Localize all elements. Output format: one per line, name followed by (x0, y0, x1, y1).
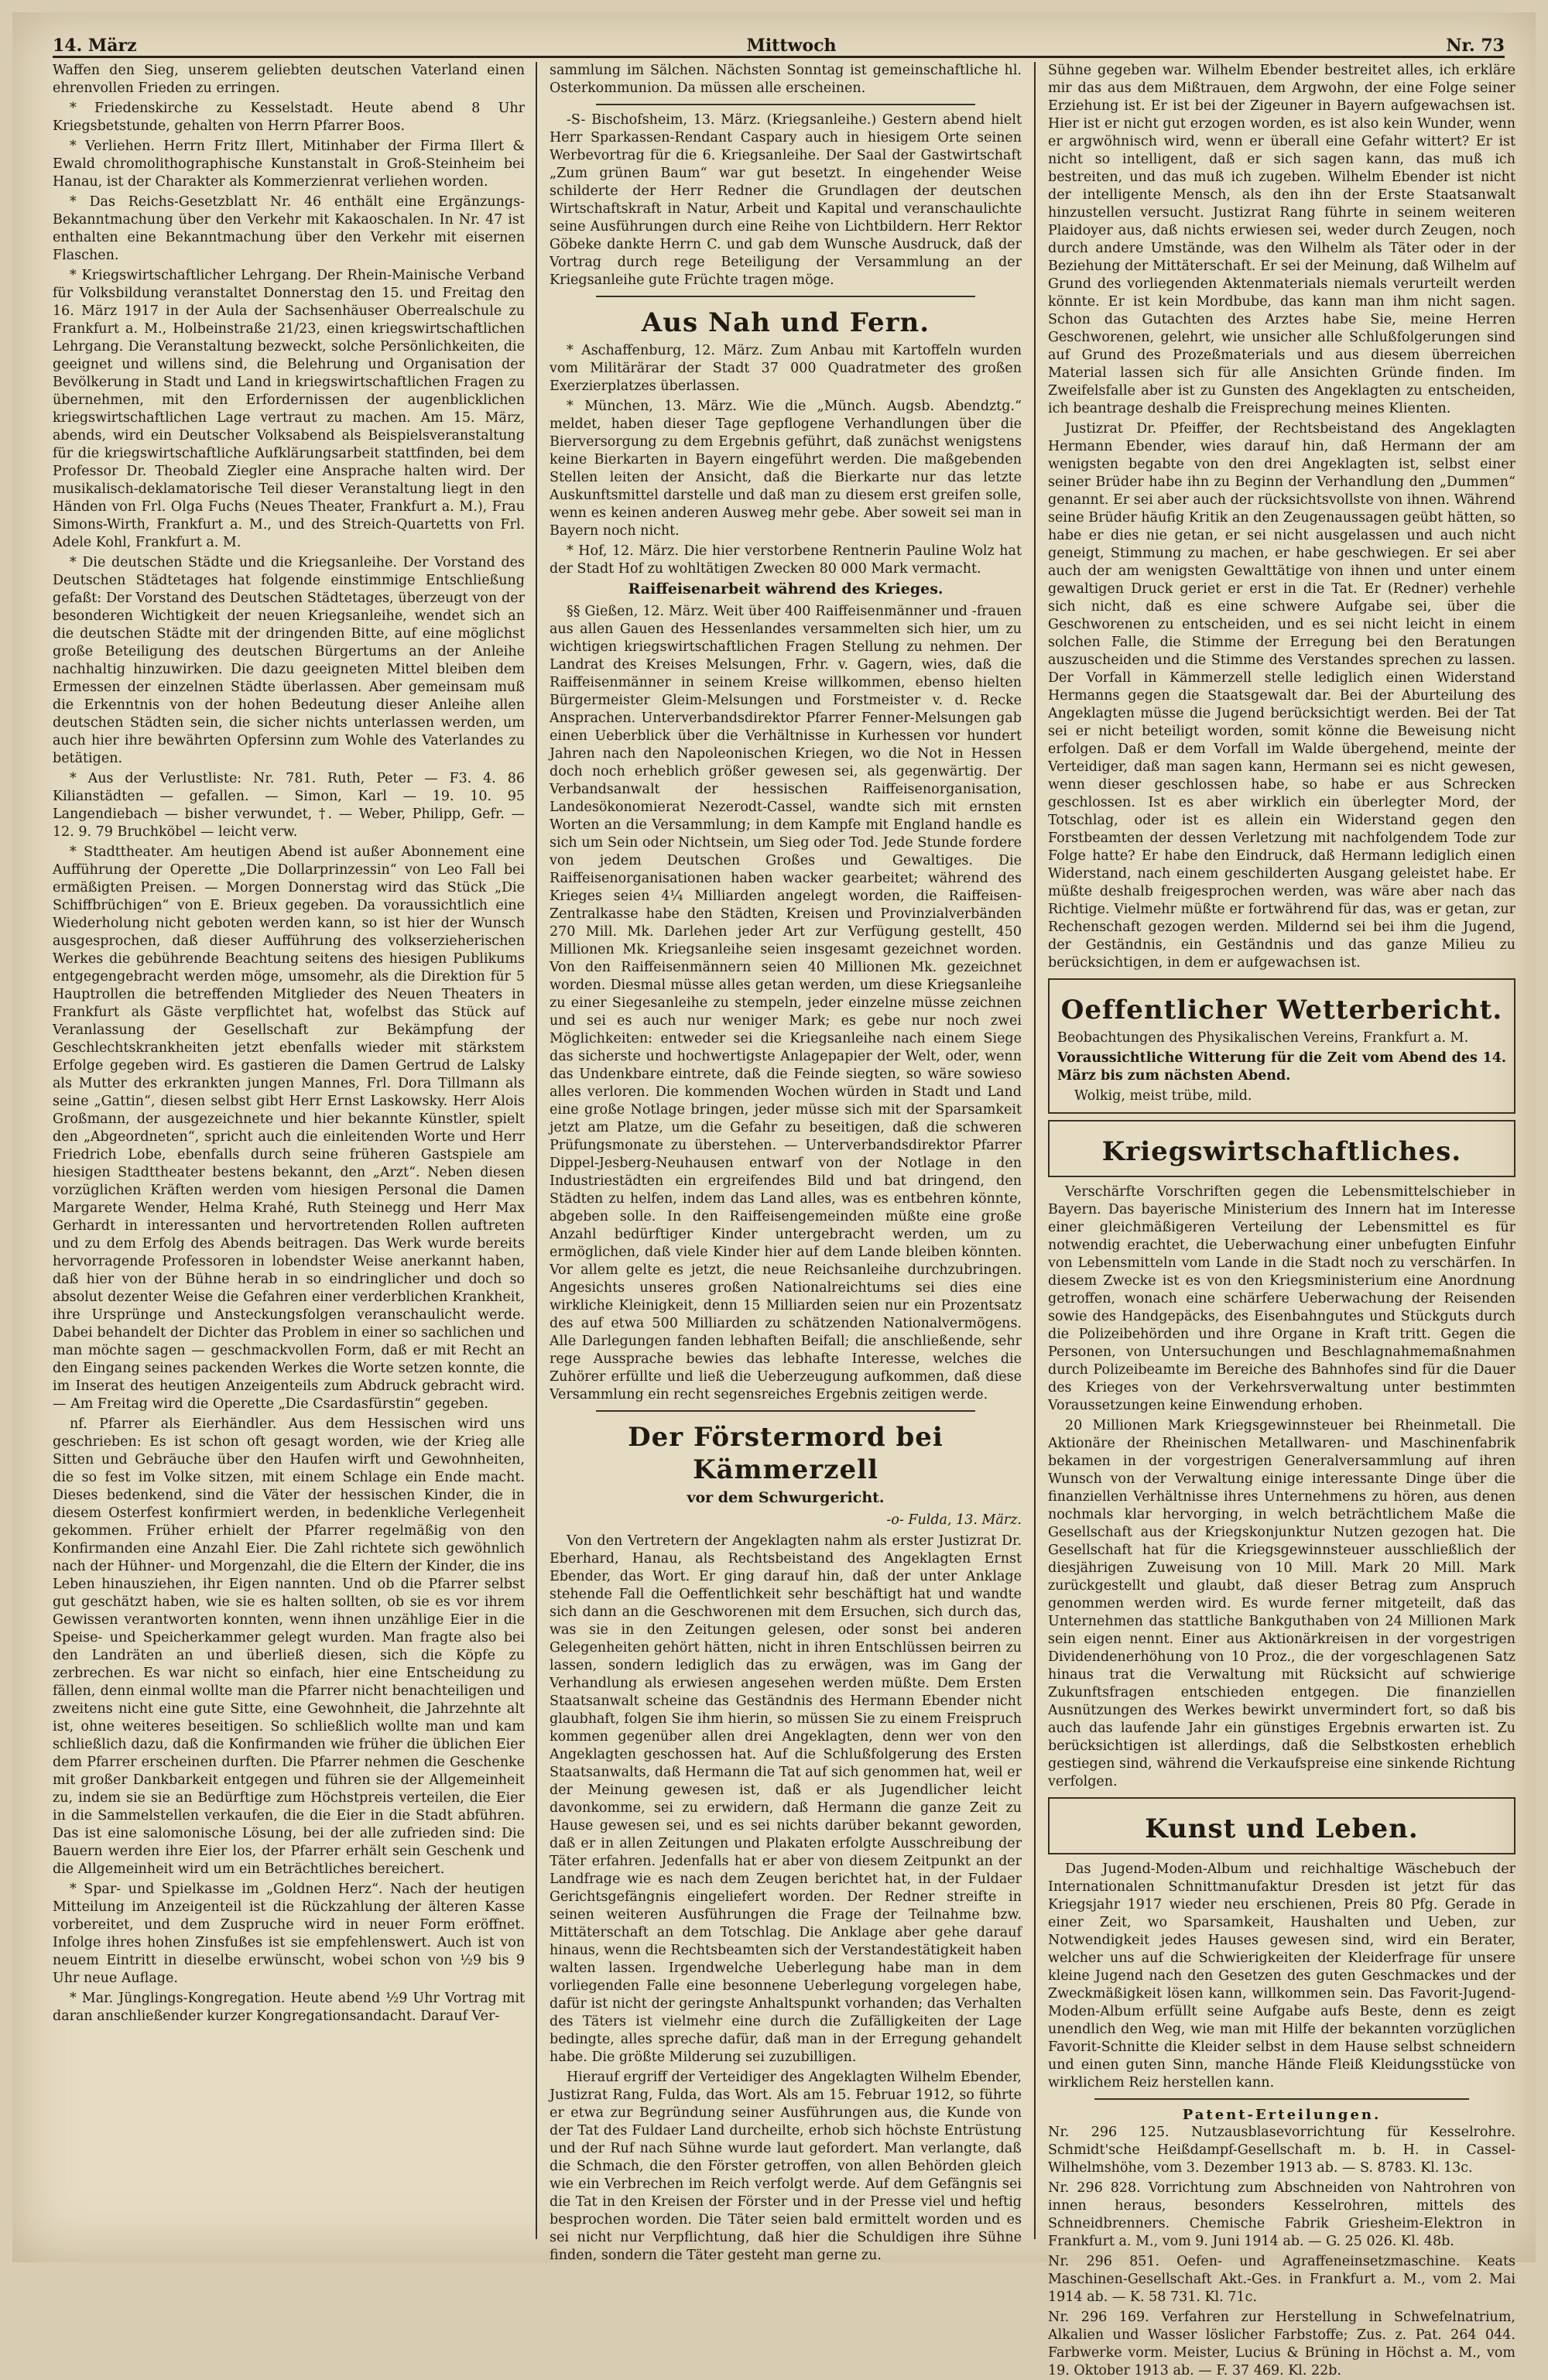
section-divider (1094, 2098, 1469, 2100)
article-paragraph: Justizrat Dr. Pfeiffer, der Rechtsbeistand des Angeklagten Hermann Ebender, wies darauf hin, daß Hermann der am wenigsten begabte von den drei Angeklagten ist, selbst einer seiner Brüder habe ihn zu Beginn der Verhandlung den „Dummen“ genannt. Er sei aber auch der rücksichtsvollste von ihnen. Während seine Brüder häufig Kritik an den Zeugenaussagen geübt hätten, so habe er dies nie getan, er sei nicht ausgelassen und auch nicht geneigt, Stimmung zu machen, er habe geschwiegen. Er sei aber auch der am wenigsten Gewalttätige von ihnen und unter einem gewaltigen Druck geriet er erst in die Tat. Er (Redner) verhehle sich nicht, daß es eine schwere Aufgabe sei, über die Geschworenen zu entscheiden, und es sei nicht leicht in einem solchen Falle, die Stimme der Erregung bei den Beratungen auszuscheiden und die Stimme des Verstandes sprechen zu lassen. Der Vorfall in Kämmerzell stelle lediglich einen Widerstand Hermanns gegen die Staatsgewalt dar. Bei der Aburteilung des Angeklagten müsse die Jugend berücksichtigt werden. Bei der Tat sei er nicht beteiligt worden, somit könne die Beweisung nicht erfolgen. Daß er dem Vorfall im Walde übergehend, meinte der Verteidiger, daß man sagen kann, Hermann sei es nicht gewesen, wenn dieser geschlossen habe, so habe er aus Schrecken geschlossen. Ist es aber wirklich ein überlegter Mord, der Totschlag, oder ist es allein ein Widerstand gegen den Forstbeamten der dessen Verletzung mit nachfolgendem Tode zur Folge hatte? Er habe den Eindruck, daß Hermann lediglich einen Widerstand, nach einem geschilderten Ausgang geleistet habe. Er müßte deshalb freigesprochen werden, was wäre aber nach das Richtige. Vielmehr müßte er fortwährend für das, was er getan, zur Rechenschaft gezogen werden. Mildernd sei bei ihm die Jugend, der Geständnis, ein Geständnis und das ganze Milieu zu berücksichtigen, in dem er aufgewachsen ist. (1048, 421, 1515, 971)
article-paragraph: sammlung im Sälchen. Nächsten Sonntag ist gemeinschaftliche hl. Osterkommunion. Da müssen alle erscheinen. (550, 63, 1022, 96)
article-paragraph: §§ Gießen, 12. März. Weit über 400 Raiffeisenmänner und -frauen aus allen Gauen des Hessenlandes versammelten sich hier, um zu wichtigen kriegswirtschaftlichen Fragen Stellung zu nehmen. Der Landrat des Kreises Melsungen, Frhr. v. Gagern, wies, daß die Raiffeisenmänner in seinem Kreise willkommen, ebenso hielten Bürgermeister Gleim-Melsungen und Forstmeister v. d. Recke Ansprachen. Unterverbandsdirektor Pfarrer Fenner-Melsungen gab einen Ueberblick über die Verhältnisse in Kurhessen vor hundert Jahren nach den Napoleonischen Kriegen, wo die Not in Hessen doch noch erheblich größer gewesen sei, als gegenwärtig. Der Verbandsanwalt der hessischen Raiffeisenorganisation, Landesökonomierat Nezerodt-Cassel, wandte sich mit ernsten Worten an die Versammlung; in dem Kampfe mit England handle es sich um Sein oder Nichtsein, um Sieg oder Tod. Jede Stunde fordere von jedem Deutschen Großes und Gewaltiges. Die Raiffeisenorganisationen haben wacker gearbeitet; während des Krieges seien 4¼ Milliarden angelegt worden, die Raiffeisen-Zentralkasse habe den Städten, Kreisen und Provinzialverbänden 270 Mill. Mk. Darlehen jeder Art zur Verfügung gestellt, 450 Millionen Mk. Kriegsanleihe seien insgesamt gezeichnet worden. Von den Raiffeisenmännern seien 40 Millionen Mk. gezeichnet worden. Diesmal müsse alles getan werden, um diese Kriegsanleihe zu einer Siegesanleihe zu stempeln, jeder einzelne müsse zeichnen und sei es auch nur weniger Mark; es gebe nur noch zwei Möglichkeiten: entweder sei die Kriegsanleihe nach einem Siege das sicherste und hochwertigste Anlagepapier der Welt, oder, wenn das Undenkbare eintrete, daß die Feinde siegten, so wäre sowieso alles verloren. Die kommenden Wochen würden in Stadt und Land eine große Notlage bringen, jeder müsse sich mit der Sparsamkeit jetzt am Platze, um die Gefahr zu beseitigen, daß die schweren Prüfungsmonate zu überstehen. — Unterverbandsdirektor Pfarrer Dippel-Jesberg-Neuhausen entwarf von der Notlage in den Industriestädten ein ergreifendes Bild und bat dringend, den Städten zu helfen, indem das Land alles, was es entbehren könnte, abgeben solle. In den Raiffeisengemeinden müßte eine große Anzahl bedürftiger Kinder untergebracht werden, um zu ermöglichen, daß viele Kinder hier auf dem Lande bleiben könnten. Vor allem gelte es jetzt, die neue Reichsanleihe durchzubringen. Angesichts unseres großen Nationalreichtums sei dies eine wirkliche Kleinigkeit, denn 15 Milliarden seien nur ein Prozentsatz des auf etwa 500 Milliarden zu schätzenden Nationalvermögens. Alle Darlegungen fanden lebhaften Beifall; die anschließende, sehr rege Aussprache bewies das lebhafte Interesse, welches die Zuhörer erfüllte und ließ die Ueberzeugung aufkommen, daß diese Versammlung ein recht segensreiches Ergebnis zeitigen werde. (550, 604, 1022, 1402)
section-divider (596, 1410, 975, 1412)
weather-forecast: Wolkig, meist trübe, mild. (1074, 1088, 1252, 1104)
article-paragraph: * München, 13. März. Wie die „Münch. Augsb. Abendztg.“ meldet, haben dieser Tage gepflogene Verhandlungen über die Bierversorgung zu dem Ergebnis geführt, daß zunächst wenigstens keine Bierkarten in Bayern eingeführt werden. Die maßgebenden Stellen leiten der Ansicht, daß die Bierkarte nur das letzte Auskunftsmittel darstelle und daß man zu diesem erst greifen solle, wenn es keinen anderen Ausweg mehr gebe. Aber soweit sei man in Bayern noch nicht. (550, 399, 1022, 539)
article-paragraph: Waffen den Sieg, unserem geliebten deutschen Vaterland einen ehrenvollen Frieden zu erringen. (53, 63, 525, 96)
section-heading: Der Förstermord bei Kämmerzell (628, 1422, 944, 1485)
patent-entry: Nr. 296 828. Vorrichtung zum Abschneiden von Nahtrohren von innen heraus, besonders Kesselrohren, mittels des Schneidbrenners. Chemische Fabrik Griesheim-Elektron in Frankfurt a. M., vom 9. Juni 1914 ab. — G. 25 026. Kl. 48b. (1048, 2180, 1515, 2249)
article-paragraph: Sühne gegeben war. Wilhelm Ebender bestreitet alles, ich erkläre mir das aus dem Mißtrauen, dem Argwohn, der eine Folge seiner Erziehung ist. Er ist bei der Zigeuner in Bayern aufgewachsen ist. Hier ist er nicht gut erzogen worden, es ist also kein Wunder, wenn er argwöhnisch wird, wenn er überall eine Gefahr wittert? Er ist nicht so intelligent, daß er sich sagen kann, das muß ich bestreiten, und das muß ich zugeben. Wilhelm Ebender ist nicht der intelligente Mensch, als den ihn der Erste Staatsanwalt hinzustellen versucht. Justizrat Rang führte in seinem weiteren Plaidoyer aus, daß nichts erwiesen sei, weder durch Zeugen, noch durch andere Umstände, was den Wilhelm als Täter oder in der Beziehung der Mittäterschaft. Er sei der Meinung, daß Wilhelm auf Grund des vorliegenden Aktenmaterials niemals verurteilt werden könnte. Er ist kein Mordbube, das kann man ihm nicht sagen. Schon das Gutachten des Arztes habe Sie, meine Herren Geschworenen, gelehrt, wie unsicher alle Schlußfolgerungen sind auf Grund des Prozeßmaterials und aus diesem überreichen Material lassen sich für alle Ansichten Gründe finden. Im Zweifelsfalle aber ist zu Gunsten des Angeklagten zu entscheiden, ich beantrage deshalb die Freisprechung meines Klienten. (1048, 63, 1515, 416)
patent-entry: Nr. 296 169. Verfahren zur Herstellung in Schwefelnatrium, Alkalien und Wasser löslicher Farbstoffe; Zus. z. Pat. 264 044. Farbwerke vorm. Meister, Lucius & Brüning in Höchst a. M., vom 19. Oktober 1913 ab. — F. 37 469. Kl. 22b. (1048, 2310, 1515, 2378)
section-heading: Oeffentlicher Wetterbericht. (1060, 995, 1503, 1026)
section-heading: Aus Nah und Fern. (641, 307, 930, 338)
weather-forecast-period: Voraussichtliche Witterung für die Zeit vom Abend des 14. März bis zum nächsten Abend. (1057, 1050, 1506, 1084)
section-divider (596, 104, 975, 105)
patents-heading: Patent-Erteilungen. (1182, 2107, 1382, 2123)
column-middle (550, 62, 1022, 2263)
article-paragraph: * Mar. Jünglings-Kongregation. Heute abend ½9 Uhr Vortrag mit daran anschließender kurzer Kongregationsandacht. Darauf Ver- (53, 1991, 525, 2024)
article-paragraph: * Verliehen. Herrn Fritz Illert, Mitinhaber der Firma Illert & Ewald chromolithographische Kunstanstalt in Groß-Steinheim bei Hanau, ist der Charakter als Kommerzienrat verliehen worden. (53, 139, 525, 190)
article-subheading: Raiffeisenarbeit während des Krieges. (628, 580, 944, 598)
running-header (53, 29, 1505, 58)
section-heading: Kunst und Leben. (1145, 1813, 1419, 1844)
article-dateline: -o- Fulda, 13. März. (886, 1512, 1022, 1528)
column-rule (536, 62, 537, 2239)
patent-entry: Nr. 296 125. Nutzausblasevorrichtung für Kesselrohre. Schmidt'sche Heißdampf-Gesellschaft m. b. H. in Cassel-Wilhelmshöhe, vom 3. Dezember 1913 ab. — S. 8783. Kl. 13c. (1048, 2125, 1515, 2176)
article-paragraph: * Das Reichs-Gesetzblatt Nr. 46 enthält eine Ergänzungs-Bekanntmachung über den Verkehr mit Kakaoschalen. In Nr. 47 ist enthalten eine Bekanntmachung über den Verkehr mit eisernen Flaschen. (53, 194, 525, 263)
column-right (1048, 62, 1515, 2378)
article-paragraph: * Friedenskirche zu Kesselstadt. Heute abend 8 Uhr Kriegsbetstunde, gehalten von Herrn Pfarrer Boos. (53, 101, 525, 134)
article-paragraph: * Stadttheater. Am heutigen Abend ist außer Abonnement eine Aufführung der Operette „Die Dollarprinzessin“ von Leo Fall bei ermäßigten Preisen. — Morgen Donnerstag wird das Stück „Die Schiffbrüchigen“ von E. Brieux gegeben. Da voraussichtlich eine Wiederholung nicht geboten werden kann, so ist hier der Wunsch ausgesprochen, daß dieser Aufführung des volkserzieherischen Werkes die gebührende Beachtung seitens des hiesigen Publikums entgegengebracht werden möge, umsomehr, als die Direktion für 5 Hauptrollen die betreffenden Mitglieder des Neuen Theaters in Frankfurt als Gäste verpflichtet hat, wofelbst das Stück auf Veranlassung der Gesellschaft zur Bekämpfung der Geschlechtskrankheiten jetzt ebenfalls wieder mit stärkstem Erfolge gegeben wird. Es gastieren die Damen Gertrud de Lalsky als Mutter des erkrankten jungen Mannes, Frl. Dora Tillmann als seine „Gattin“, diesen selbst gibt Herr Ernst Laskowsky. Herr Alois Großmann, der ausgezeichnete und hier bekannte Künstler, spielt den „Abgeordneten“, spricht auch die einleitenden Worte und Herr Friedrich Lobe, ebenfalls durch seine früheren Gastspiele am hiesigen Stadttheater bestens bekannt, den „Arzt“. Neben diesen vorzüglichen Kräften werden vom hiesigen Personal die Damen Margarete Wender, Helma Krahé, Ruth Steinegg und Herr Max Gerhardt in interessanten und hervortretenden Rollen auftreten und zu dem Erfolg des Abends beitragen. Das Werk wurde bereits hervorragende Professoren in lobendster Weise anerkannt haben, daß hier von der Bühne herab in so eindringlicher und doch so absolut dezenter Weise die Gefahren einer verderblichen Krankheit, ihre Ursprünge und Ansteckungsfolgen veranschaulicht werde. Dabei behandelt der Dichter das Problem in einer so sachlichen und man möchte sagen — geschmackvollen Form, daß er mit Recht an den Eingang seines packenden Werkes die Worte setzen konnte, die im Inserat des heutigen Anzeigenteils zum Abdruck gebracht wird. — Am Freitag wird die Operette „Die Csardasfürstin“ gegeben. (53, 844, 525, 1412)
section-heading: Kriegswirtschaftliches. (1101, 1136, 1462, 1167)
article-paragraph: nf. Pfarrer als Eierhändler. Aus dem Hessischen wird uns geschrieben: Es ist schon oft gesagt worden, wie der Krieg alle Sitten und Gebräuche über den Haufen wirft und Gewohnheiten, die so fest im Volke sitzen, mit einem Schlage ein Ende macht. Dieses bedenkend, sind die Väter der hessischen Kinder, die in diesem Osterfest konfirmiert werden, in bedenkliche Verlegenheit gekommen. Früher erhielt der Pfarrer regelmäßig von den Konfirmanden eine Anzahl Eier. Die Zahl richtete sich gewöhnlich nach der Hühner- und Morgenzahl, die die Eltern der Kinder, die ins Leben hinausziehen, ihr Eigen nannten. Und ob die Pfarrer selbst gut geschätzt haben, wie sie es halten sollten, ob sie es vor ihrem Gewissen verantworten konnten, wenn ihnen unzählige Eier in die Speise- und Speicherkammer gelegt wurden. Man fragte also bei den Landräten an und überließ diesen, sich die Köpfe zu zerbrechen. Es war nicht so einfach, hier eine Entscheidung zu fällen, denn einmal wollte man die Pfarrer nicht benachteiligen und zweitens nicht eine gute Sitte, eine Gewohnheit, die Jahrzehnte alt ist, ohne weiteres beseitigen. So schließlich wollte man und kam schließlich dazu, daß die Konfirmanden wie früher die üblichen Eier dem Pfarrer erscheinen durften. Die Pfarrer nehmen die Geschenke mit großer Dankbarkeit entgegen und führen sie der Allgemeinheit zu, indem sie sie an Bedürftige zum Höchstpreis verteilen, die Eier in die Sammelstellen verkaufen, die die Eier in die Stadt abführen. Das ist eine salomonische Lösung, bei der alle zufrieden sind: Die Bauern werden ihre Eier los, der Pfarrer erhält sein Geschenk und die Allgemeinheit wird um ein Beträchtliches bereichert. (53, 1416, 525, 1877)
column-left (53, 62, 525, 2239)
article-paragraph: 20 Millionen Mark Kriegsgewinnsteuer bei Rheinmetall. Die Aktionäre der Rheinischen Metallwaren- und Maschinenfabrik bekamen in der vorgestrigen Generalversammlung auf ihren Wunsch von der Verwaltung einige interessante Dinge über die finanziellen Verhältnisse ihres Unternehmens zu hören, aus denen nochmals klar hervorging, in welch beträchtlichem Maße die Gesellschaft aus der Kriegskonjunktur Nutzen gezogen hat. Die Gesellschaft hat für die Kriegsgewinnsteuer ausschließlich der diesjährigen Zuweisung von 10 Mill. Mark 20 Mill. Mark zurückgestellt und glaubt, daß dieser Betrag zum Anspruch genommen werden wird. Es wurde ferner mitgeteilt, daß das Unternehmen das stattliche Bankguthaben von 24 Millionen Mark sein eigen nennt. Einer aus Aktionärkreisen in der vorgestrigen Dividendenerhöhung von 10 Proz., die der vorgeschlagenen Satz hinaus trat die Verwaltung mit Rücksicht auf schwierige Zukunftsfragen entschieden entgegen. Die finanziellen Ausnützungen des Werkes bewirkt unvermindert fort, so daß bis auch das laufende Jahr ein günstiges Ergebnis erwarten ist. Zu berücksichtigen ist allerdings, daß die Selbstkosten erheblich gestiegen sind, während die Verkaufspreise eine sinkende Richtung verfolgen. (1048, 1418, 1515, 1789)
column-rule (1034, 62, 1036, 2239)
article-paragraph: -S- Bischofsheim, 13. März. (Kriegsanleihe.) Gestern abend hielt Herr Sparkassen-Rendant Caspary auch in hiesigem Orte seinen Werbevortrag für die 6. Kriegsanleihe. Der Saal der Gastwirtschaft „Zum grünen Baum“ war gut besetzt. In eingehender Weise schilderte der Herr Redner die Grundlagen der deutschen Wirtschaftskraft in Natur, Arbeit und Kapital und veranschaulichte seine Ausführungen durch eine Reihe von Lichtbildern. Herr Rektor Göbeke dankte Herrn C. und gab dem Wunsche Ausdruck, daß der Vortrag durch rege Beteiligung der Versammlung an der Kriegsanleihe gute Früchte tragen möge. (550, 112, 1022, 288)
header-date: 14. März (53, 36, 137, 56)
article-paragraph: * Kriegswirtschaftlicher Lehrgang. Der Rhein-Mainische Verband für Volksbildung veranstaltet Donnerstag den 15. und Freitag den 16. März 1917 in der Aula der Sachsenhäuser Oberrealschule zu Frankfurt a. M., Holbeinstraße 21/23, einen kriegswirtschaftlichen Lehrgang. Die Veranstaltung bezweckt, solche Persönlichkeiten, die geeignet und willens sind, die Belehrung und Organisation der Bevölkerung in Stadt und Land in kriegswirtschaftlichen Fragen zu übernehmen, mit den Erfordernissen der augenblicklichen kriegswirtschaftlichen Lage vertraut zu machen. Am 15. März, abends, wird ein Deutscher Volksabend als Beispielsveranstaltung für die kriegswirtschaftliche Aufklärungsarbeit stattfinden, bei dem Professor Dr. Theobald Ziegler eine Ansprache halten wird. Der musikalisch-deklamatorische Teil dieser Veranstaltung liegt in den Händen von Frl. Olga Fuchs (Neues Theater, Frankfurt a. M.), Frau Simons-Wirth, Frankfurt a. M., und des Streich-Quartetts von Frl. Adele Kohl, Frankfurt a. M. (53, 268, 525, 550)
article-paragraph: * Die deutschen Städte und die Kriegsanleihe. Der Vorstand des Deutschen Städtetages hat folgende einstimmige Entschließung gefaßt: Der Vorstand des Deutschen Städtetages, überzeugt von der besonderen Wichtigkeit der neuen Kriegsanleihe, wendet sich an die deutschen Städte mit der dringenden Bitte, auf eine möglichst große Beteiligung des deutschen Bürgertums an der Anleihe nachhaltig hinzuwirken. Die dazu geeigneten Mittel bleiben dem Ermessen der einzelnen Städte überlassen. Aber gemeinsam muß die Erkenntnis von der hohen Bedeutung dieser Anleihe allen deutschen Städten sein, die sicher nichts unterlassen werden, um auch hier ihre bewährten Opfersinn zum Wohle des Vaterlandes zu betätigen. (53, 555, 525, 766)
header-issue: Nr. 73 (1446, 36, 1505, 56)
weather-source: Beobachtungen des Physikalischen Vereins, Frankfurt a. M. (1057, 1030, 1469, 1046)
war-economy-box (1048, 1120, 1515, 1177)
article-paragraph: Hierauf ergriff der Verteidiger des Angeklagten Wilhelm Ebender, Justizrat Rang, Fulda, das Wort. Als am 15. Februar 1912, so führte er etwa zur Begründung seiner Ausführungen aus, die Kunde von der Tat des Fuldaer Land durcheilte, erhob sich höchste Entrüstung und der Ruf nach Sühne wurde laut gefordert. Man verlangte, daß die Schmach, die den Förster getroffen, von allen Behörden gleich wie ein Verbrechen im Reich verfolgt werde. Auf dem Gefängnis sei die Tat in den Kreisen der Förster und in der Presse viel und heftig besprochen worden. Die Täter seien bald ermittelt worden und es sei nicht nur Verpflichtung, daß hier die Schuldigen ihre Sühne finden, sondern die Täter gesteht man gerne zu. (550, 2070, 1022, 2263)
arts-box (1048, 1797, 1515, 1854)
header-weekday: Mittwoch (746, 36, 837, 56)
article-paragraph: * Aschaffenburg, 12. März. Zum Anbau mit Kartoffeln wurden vom Militärärar der Stadt 37 000 Quadratmeter des großen Exerzierplatzes überlassen. (550, 343, 1022, 394)
patent-list (1048, 2124, 1515, 2380)
article-paragraph: Von den Vertretern der Angeklagten nahm als erster Justizrat Dr. Eberhard, Hanau, als Rechtsbeistand des Angeklagten Ernst Ebender, das Wort. Er ging darauf hin, daß der unter Anklage stehende Fall die Oeffentlichkeit sehr beschäftigt hat und wandte sich dann an die Geschworenen mit dem Ersuchen, sich durch das, was sie in den Zeitungen gelesen, oder sonst bei anderen Gelegenheiten gehört hätten, nicht in ihren Entschlüssen beirren zu lassen, sondern lediglich das zu erwägen, was im Gang der Verhandlung als erwiesen angesehen werden müßte. Dem Ersten Staatsanwalt scheine das Geständnis des Hermann Ebender nicht glaubhaft, folgen Sie ihm hierin, so müssen Sie zu einem Freispruch kommen gegenüber allen drei Angeklagten, denn wer von den Angeklagten geschossen hat. Auf die Schlußfolgerung des Ersten Staatsanwalts, daß Hermann die Tat auf sich genommen hat, weil er der Meinung gewesen ist, daß er als Jugendlicher leicht davonkomme, sei zu erwidern, daß Hermann die ganze Zeit zu Hause gewesen sei, und es sei nichts darüber bekannt geworden, daß er in allen Zeitungen und Plakaten erfolgte Ausschreibung der Täter erfahren. Jedenfalls hat er aber von diesem Zeitpunkt an der Landfrage wie es nach dem Zeugen berichtet hat, in der Fuldaer Gerichtsgefängnis eingeliefert worden. Der Redner streifte in seinen weiteren Ausführungen die Frage der Teilnahme bzw. Mittäterschaft an dem Totschlag. Die Anklage aber gehe darauf hinaus, wenn die Rechtsbeamten sich der Verstandestätigkeit haben walten lassen. Irgendwelche Ueberlegung habe man in dem vorliegenden Falle eine besonnene Ueberlegung vorgelegen habe, dafür ist nicht der geringste Anhaltspunkt vorhanden; das Verhalten des Täters ist vielmehr eine durch die Zufälligkeiten der Lage bedingte, alles spreche dafür, daß man in der Erregung gehandelt habe. Die größte Milderung sei zuzubilligen. (550, 1533, 1022, 2065)
newspaper-page (12, 12, 1536, 2378)
article-paragraph: * Spar- und Spielkasse im „Goldnen Herz“. Nach der heutigen Mitteilung im Anzeigenteil ist die Rückzahlung der älteren Kasse vorbereitet, und dem Zuspruche wird in neuer Form eröffnet. Infolge ihres hohen Zinsfußes ist sie empfehlenswert. Auch ist von neuem Eintritt in dieselbe erwünscht, wobei schon von ½9 bis 9 Uhr neue Auflage. (53, 1882, 525, 1986)
patent-entry: Nr. 296 851. Oefen- und Agraffeneinsetzmaschine. Keats Maschinen-Gesellschaft Akt.-Ges. in Frankfurt a. M., vom 2. Mai 1914 ab. — K. 58 731. Kl. 71c. (1048, 2254, 1515, 2305)
weather-box (1048, 978, 1515, 1114)
article-paragraph: * Hof, 12. März. Die hier verstorbene Rentnerin Pauline Wolz hat der Stadt Hof zu wohltätigen Zwecken 80 000 Mark vermacht. (550, 543, 1022, 577)
article-subheading: vor dem Schwurgericht. (687, 1489, 885, 1506)
article-paragraph: Verschärfte Vorschriften gegen die Lebensmittelschieber in Bayern. Das bayerische Ministerium des Innern hat im Interesse einer gleichmäßigeren Verteilung der Lebensmittel es für notwendig erachtet, die Ueberwachung einer unbefugten Einfuhr von Lebensmitteln vom Lande in die Stadt noch zu verschärfen. In diesem Zwecke ist es von den Kriegsministerium eine Anordnung getroffen, wonach eine schärfere Ueberwachung der Reisenden sowie des Handgepäcks, des Eisenbahngutes und Stückguts durch die Polizeibehörden und ihre Organe in Kraft tritt. Gegen die Personen, von Untersuchungen und Beschlagnahmemaßnahmen durch Polizeibeamte im Bereiche des Bahnhofes sind für die Dauer des Krieges von der Verkehrsverwaltung unter bestimmten Voraussetzungen keine Einwendung erhoben. (1048, 1184, 1515, 1413)
article-paragraph: Das Jugend-Moden-Album und reichhaltige Wäschebuch der Internationalen Schnittmanufaktur Dresden ist jetzt für das Kriegsjahr 1917 wieder neu erschienen, Preis 80 Pfg. Gerade in einer Zeit, wo Sparsamkeit, Haushalten und Ueben, zur Notwendigkeit jedes Hauses gewesen sind, wird ein Berater, welcher uns auf die Schwierigkeiten der Kleiderfrage für unsere kleine Jugend nach den Gesetzen des guten Geschmackes und der Zweckmäßigkeit lösen kann, willkommen sein. Das Favorit-Jugend-Moden-Album erfüllt seine Aufgabe aufs Beste, denn es zeigt unendlich den Weg, wie man mit Hilfe der bekannten vorzüglichen Favorit-Schnitte die Kleider selbst in dem Hause selbst schneidern und einen guten Sinn, manche Hände Fleiß Kleidungsstücke von wirklichem Reiz herstellen kann. (1048, 1861, 1515, 2091)
section-divider (596, 296, 975, 297)
article-paragraph: * Aus der Verlustliste: Nr. 781. Ruth, Peter — F3. 4. 86 Kilianstädten — gefallen. — Simon, Karl — 19. 10. 95 Langendiebach — bisher verwundet, †. — Weber, Philipp, Gefr. — 12. 9. 79 Bruchköbel — leicht verw. (53, 771, 525, 840)
